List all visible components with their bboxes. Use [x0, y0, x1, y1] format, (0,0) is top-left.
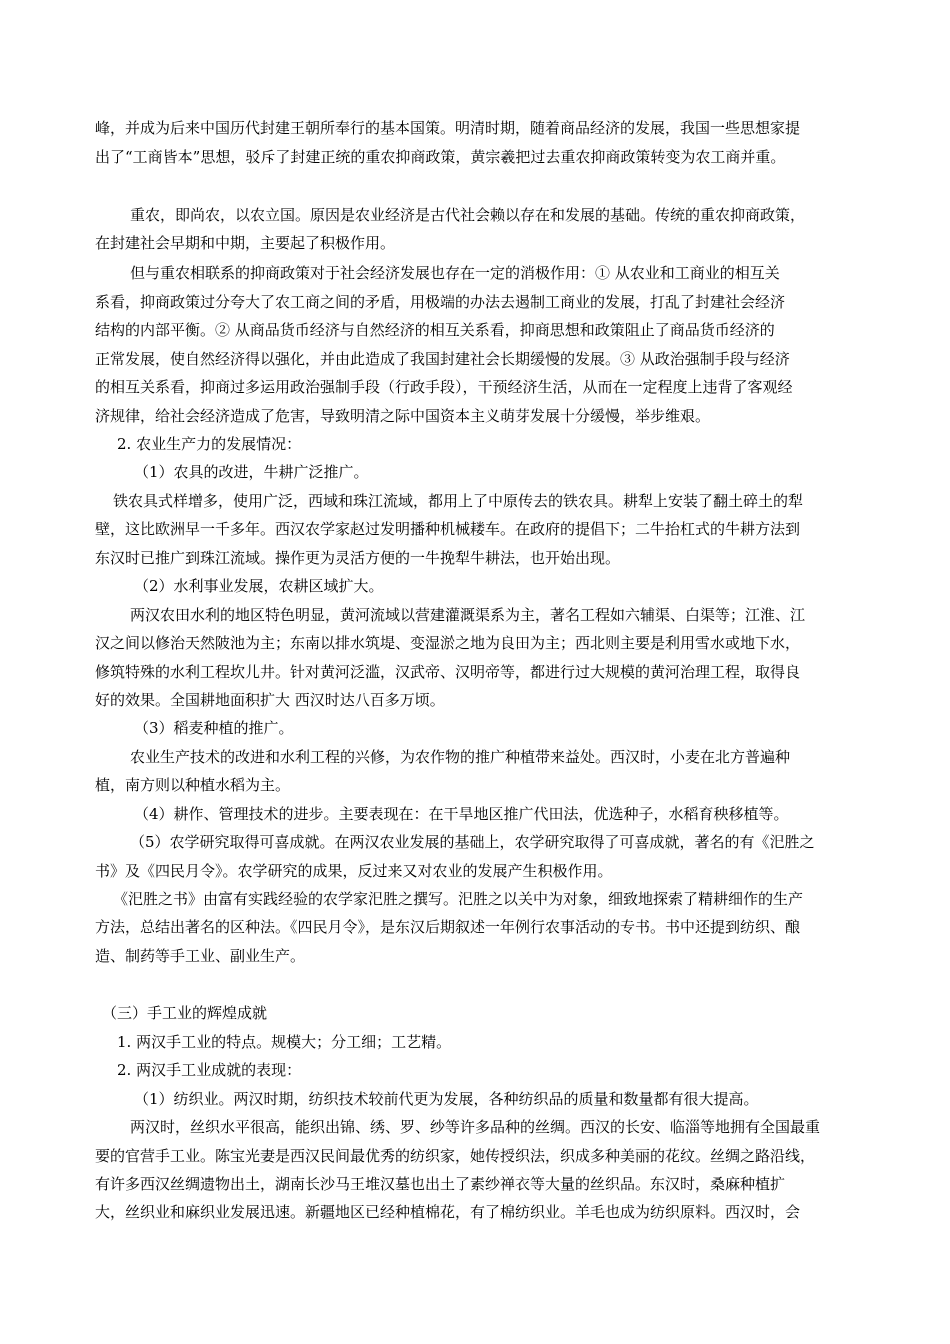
sub-heading: （4）耕作、管理技术的进步。主要表现在：在干旱地区推广代田法，优选种子，水稻育秧移植等。 [134, 805, 789, 823]
list-item: 2. 两汉手工业成就的表现： [117, 1061, 302, 1079]
text-line: 两汉时，丝织水平很高，能织出锦、绣、罗、纱等许多品种的丝绸。西汉的长安、临淄等地拥有全国最重 [130, 1118, 821, 1136]
text-line: 出了“工商皆本”思想，驳斥了封建正统的重农抑商政策，黄宗羲把过去重农抑商政策转变为农工商并重。 [95, 148, 786, 166]
text-line: 植，南方则以种植水稻为主。 [95, 776, 291, 794]
text-line: 济规律，给社会经济造成了危害，导致明清之际中国资本主义萌芽发展十分缓慢，举步维艰。 [95, 407, 711, 425]
sub-heading: （1）农具的改进，牛耕广泛推广。 [134, 463, 369, 481]
text-line: 但与重农相联系的抑商政策对于社会经济发展也存在一定的消极作用：① 从农业和工商业的相互关 [130, 264, 780, 282]
text-line: 两汉农田水利的地区特色明显，黄河流域以营建灌溉渠系为主，著名工程如六辅渠、白渠等；江淮、江 [130, 606, 806, 624]
text-line: 修筑特殊的水利工程坎儿井。针对黄河泛滥，汉武帝、汉明帝等，都进行过大规模的黄河治理工程，取得良 [95, 663, 801, 681]
text-line: 好的效果。全国耕地面积扩大 西汉时达八百多万顷。 [95, 691, 445, 709]
text-line: 造、制药等手工业、副业生产。 [95, 947, 306, 965]
text-line: 大，丝织业和麻织业发展迅速。新疆地区已经种植棉花，有了棉纺织业。羊毛也成为纺织原料。西汉时，会 [95, 1203, 801, 1221]
text-line: 有许多西汉丝绸遗物出土，湖南长沙马王堆汉墓也出土了素纱禅衣等大量的丝织品。东汉时，桑麻种植扩 [95, 1175, 786, 1193]
section-heading: （三）手工业的辉煌成就 [102, 1004, 268, 1022]
text-line: 东汉时已推广到珠江流域。操作更为灵活方便的一牛挽犁牛耕法，也开始出现。 [95, 549, 621, 567]
sub-heading: （2）水利事业发展，农耕区域扩大。 [134, 577, 384, 595]
text-line: 方法，总结出著名的区种法。《四民月令》，是东汉后期叙述一年例行农事活动的专书。书中还提到纺织、酿 [95, 918, 801, 936]
text-line: 要的官营手工业。陈宝光妻是西汉民间最优秀的纺织家，她传授织法，织成多种美丽的花纹。丝绸之路沿线， [95, 1147, 816, 1165]
text-line: 在封建社会早期和中期，主要起了积极作用。 [95, 234, 396, 252]
text-line: 书》及《四民月令》。农学研究的成果，反过来又对农业的发展产生积极作用。 [95, 862, 613, 880]
text-line: 系看，抑商政策过分夸大了农工商之间的矛盾，用极端的办法去遏制工商业的发展，打乱了封建社会经济 [95, 293, 786, 311]
text-line: 结构的内部平衡。② 从商品货币经济与自然经济的相互关系看，抑商思想和政策阻止了商品货币经济的 [95, 321, 775, 339]
list-item: 1. 两汉手工业的特点。规模大；分工细；工艺精。 [117, 1033, 452, 1051]
text-line: 农业生产技术的改进和水利工程的兴修，为农作物的推广种植带来益处。西汉时，小麦在北方普遍种 [130, 748, 791, 766]
sub-heading: （3）稻麦种植的推广。 [134, 719, 294, 737]
sub-heading: （1）纺织业。两汉时期，纺织技术较前代更为发展，各种纺织品的质量和数量都有很大提高。 [134, 1090, 759, 1108]
text-line: 的相互关系看，抑商过多运用政治强制手段（行政手段），干预经济生活，从而在一定程度上违背了客观经 [95, 378, 793, 396]
text-line: 铁农具式样增多，使用广泛，西域和珠江流域，都用上了中原传去的铁农具。耕犁上安装了翻土碎土的犁 [113, 492, 804, 510]
text-line: （5）农学研究取得可喜成就。在两汉农业发展的基础上，农学研究取得了可喜成就，著名的有《汜胜之 [130, 833, 815, 851]
text-line: 汉之间以修治天然陂池为主；东南以排水筑堤、变湿淤之地为良田为主；西北则主要是利用雪水或地下水， [95, 634, 801, 652]
text-line: 重农，即尚农，以农立国。原因是农业经济是古代社会赖以存在和发展的基础。传统的重农抑商政策， [130, 206, 806, 224]
text-line: 《汜胜之书》由富有实践经验的农学家汜胜之撰写。汜胜之以关中为对象，细致地探索了精耕细作的生产 [113, 890, 804, 908]
text-line: 正常发展，使自然经济得以强化，并由此造成了我国封建社会长期缓慢的发展。③ 从政治强制手段与经济 [95, 350, 790, 368]
text-line: 峰，并成为后来中国历代封建王朝所奉行的基本国策。明清时期，随着商品经济的发展，我国一些思想家提 [95, 119, 801, 137]
section-heading: 2. 农业生产力的发展情况： [117, 435, 302, 453]
text-line: 壁，这比欧洲早一千多年。西汉农学家赵过发明播种机械耧车。在政府的提倡下；二牛抬杠式的牛耕方法到 [95, 520, 801, 538]
